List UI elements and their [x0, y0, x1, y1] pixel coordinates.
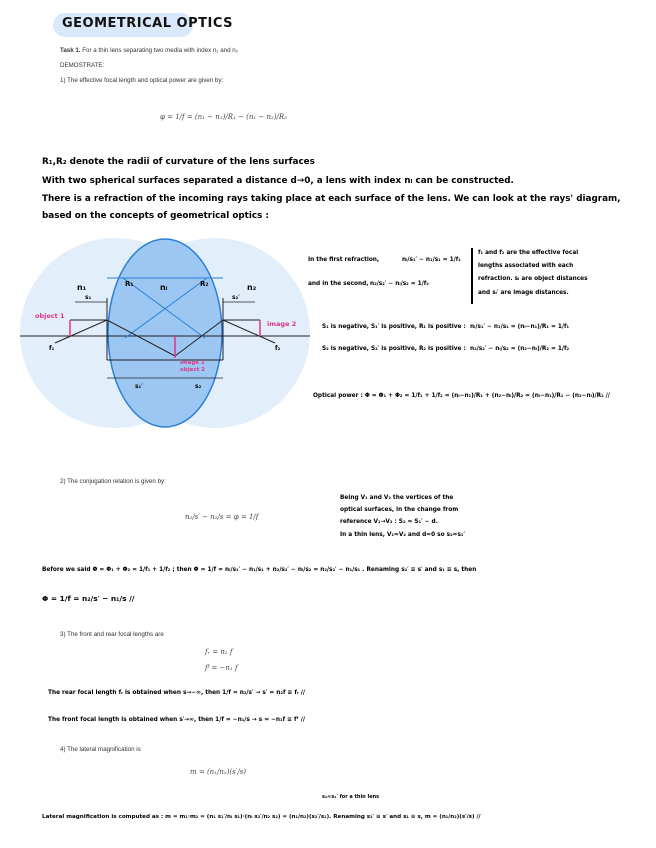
box-line-1: f₁ and f₂ are the effective focal — [478, 250, 579, 256]
vertices-line-2: optical surfaces, in the change from — [340, 507, 459, 513]
item-2: 2) The conjugation relation is given by: — [60, 478, 166, 485]
note-radii: R₁,R₂ denote the radii of curvature of the lens surfaces — [42, 157, 315, 167]
label-image-1: image 1 — [180, 360, 205, 366]
formula-power: φ = 1/f = (n₁ − n₁)/R₁ − (n₁ − n₂)/R₂ — [160, 113, 287, 121]
phi-result: Φ = 1/f = n₂/s′ − n₁/s // — [42, 594, 135, 603]
note-diagram: based on the concepts of geometrical optics : — [42, 211, 269, 221]
label-n1: n₁ — [77, 283, 87, 292]
first-refraction-label: In the first refraction, — [308, 257, 380, 263]
formula-front: fᶠ = −n₁ f — [205, 664, 238, 672]
s1-sign-note: S₁ is negative, S₁′ is positive, R₁ is positive : — [322, 324, 466, 330]
note-lens: With two spherical surfaces separated a distance d→0, a lens with index nₗ can be constructed. — [42, 176, 514, 186]
s2-sign-note: S₂ is negative, S₂′ is positive, R₂ is positive : — [322, 346, 466, 352]
vertices-line-4: In a thin lens, V₁≈V₂ and d≈0 so s₂≈s₁′ — [340, 532, 465, 538]
note-refraction: There is a refraction of the incoming rays taking place at each surface of the lens. We can look at the rays' diagram, — [42, 194, 621, 204]
item-4: 4) The lateral magnification is — [60, 746, 141, 753]
lateral-magnification: Lateral magnification is computed as : m = m₁·m₂ = (n₁ s₁′/nₗ s₁)·(nₗ s₂′/n₂ s₂) = (n₁/n₂)(s₂′/s₁). Renaming s₂′ ≡ s′ and s₁ ≡ s, m = (n₁/n₂)(s′/s) // — [42, 814, 481, 820]
s1-equation: nₗ/s₁′ − n₁/s₁ = (nₗ−n₁)/R₁ = 1/f₁ — [470, 324, 570, 330]
formula-magnification: m = (n₁/n₂)(s′/s) — [190, 768, 246, 776]
label-object-2: object 2 — [180, 367, 205, 373]
before-we-said: Before we said Φ = Φ₁ + Φ₂ = 1/f₁ + 1/f₂ ; then Φ = 1/f = nₗ/s₁′ − n₁/s₁ + n₂/s₂′ − nₗ/s₂ = n₂/s₂′ − n₁/s₁ . Renaming s₂′ ≡ s′ and s₁ ≡ s, then — [42, 567, 477, 573]
box-line-2: lengths associated with each — [478, 263, 574, 269]
label-f2: f₂ — [275, 345, 281, 352]
vertices-line-3: reference V₁→V₂ : S₂ = S₁′ − d. — [340, 519, 438, 525]
page-title: GEOMETRICAL OPTICS — [62, 16, 233, 31]
item-1: 1) The effective focal length and optical power are given by: — [60, 77, 224, 84]
task-heading: Task 1. — [60, 47, 81, 54]
front-focal-note: The front focal length is obtained when s′→∞, then 1/f = −n₁/s → s = −n₁f ≡ fᶠ // — [48, 717, 305, 723]
label-object-1: object 1 — [35, 312, 65, 320]
first-refraction-eq: nₗ/s₁′ − n₁/s₁ = 1/f₁ — [402, 257, 461, 263]
second-refraction-eq: n₂/s₂′ − nₗ/s₂ = 1/f₂ — [370, 281, 429, 287]
optical-power: Optical power : Φ = Φ₁ + Φ₂ = 1/f₁ + 1/f₂ = (nₗ−n₁)/R₁ + (n₂−nₗ)/R₂ = (nₗ−n₁)/R₁ − (n₂−nₗ)/R₂ // — [313, 393, 610, 399]
item-3: 3) The front and rear focal lengths are — [60, 631, 164, 638]
box-line-4: and sᵢ′ are image distances. — [478, 290, 569, 296]
task-line — [60, 47, 238, 54]
task-statement: For a thin lens separating two media with index n₁ and n₂ — [82, 47, 239, 54]
label-n2: n₂ — [247, 283, 257, 292]
box-divider — [471, 248, 473, 304]
rear-focal-note: The rear focal length fᵣ is obtained when s→−∞, then 1/f = n₂/s′ → s′ = n₂f ≡ fᵣ // — [48, 690, 305, 696]
label-image-2: image 2 — [267, 320, 297, 328]
label-r1: R₁ — [125, 280, 134, 288]
formula-rear: fᵣ = n₂ f — [205, 648, 233, 656]
second-refraction-label: and in the second, — [308, 281, 369, 287]
box-line-3: refraction. sᵢ are object distances — [478, 276, 588, 282]
label-s2: s₂ — [195, 383, 202, 390]
vertices-line-1: Being V₁ and V₂ the vertices of the — [340, 495, 454, 501]
label-s1p: s₁′ — [135, 383, 143, 390]
thin-lens-note: s₂≈s₁′ for a thin lens — [322, 794, 380, 800]
s2-equation: n₂/s₂′ − nₗ/s₂ = (n₂−nₗ)/R₂ = 1/f₂ — [470, 346, 570, 352]
label-nl: nₗ — [160, 283, 168, 292]
demonstrate-label: DEMOSTRATE: — [60, 62, 105, 69]
label-s2p: s₂′ — [232, 294, 240, 301]
lens-ray-diagram — [15, 238, 315, 438]
formula-conjugation: n₂/s′ − n₁/s = φ = 1/f — [185, 513, 259, 521]
label-r2: R₂ — [200, 280, 209, 288]
label-f1: f₁ — [49, 345, 55, 352]
label-s1: s₁ — [85, 294, 92, 301]
